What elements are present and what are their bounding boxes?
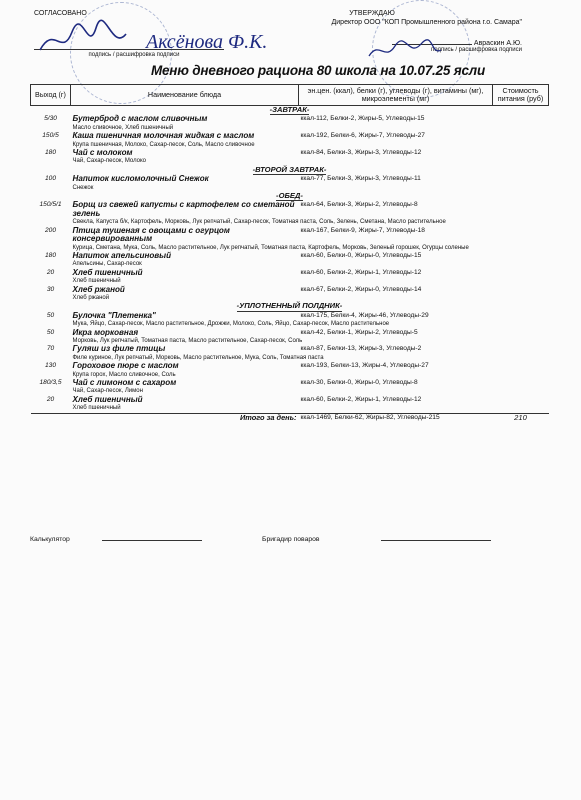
- menu-table: [30, 84, 549, 422]
- dish-output: 200: [44, 226, 56, 234]
- dish-nutrition: ккал-192, Белки-6, Жиры-7, Углеводы-27: [300, 132, 425, 140]
- dish-output: 20: [46, 268, 55, 276]
- dish-name: Чай с молоком: [72, 148, 133, 158]
- dish-name: Напиток апельсиновый: [72, 250, 172, 260]
- footer-chef: [262, 536, 491, 543]
- dish-name: Хлеб пшеничный: [72, 394, 143, 404]
- col-nutrition-header: эн.цен. (ккал), белки (г), углеводы (г), витамины (мг), микроэлементы (мг): [299, 85, 493, 106]
- dish-nutrition: ккал-42, Белки-1, Жиры-2, Углеводы-5: [300, 328, 418, 336]
- table-row: [31, 269, 549, 277]
- dish-ingredients: Апельсины, Сахар-песок: [72, 261, 142, 268]
- dish-price: [493, 345, 549, 353]
- dish-price: [493, 379, 549, 387]
- dish-output: 180: [44, 149, 56, 157]
- table-row: [31, 227, 549, 244]
- dish-ingredients: Мука, Яйцо, Сахар-песок, Масло растительное, Дрожжи, Молоко, Соль, Яйцо, Сахар-песок, Масло растительное: [72, 321, 390, 328]
- section-title: -ОБЕД-: [276, 191, 303, 201]
- dish-price: [493, 269, 549, 277]
- footer-calculator: [30, 536, 202, 543]
- dish-name: Напиток кисломолочный Снежок: [72, 174, 209, 184]
- dish-nutrition: ккал-64, Белки-3, Жиры-2, Углеводы-8: [300, 201, 418, 209]
- table-row: [31, 345, 549, 353]
- table-row: [31, 201, 549, 218]
- dish-output: 100: [44, 175, 56, 183]
- approve-title: УТВЕРЖДАЮ: [349, 10, 395, 17]
- dish-price: [493, 312, 549, 320]
- dish-ingredients: Крупа пшеничная, Молоко, Сахар-песок, Соль, Масло сливочное: [72, 141, 255, 148]
- dish-nutrition: ккал-67, Белки-2, Жиры-0, Углеводы-14: [300, 285, 422, 293]
- dish-name: Гороховое пюре с маслом: [72, 361, 179, 371]
- dish-name: Икра морковная: [72, 327, 139, 337]
- dish-nutrition: ккал-30, Белки-0, Жиры-0, Углеводы-8: [300, 379, 418, 386]
- dish-ingredients: Масло сливочное, Хлеб пшеничный: [72, 124, 174, 131]
- table-row: [31, 329, 549, 337]
- total-price: 210: [493, 413, 549, 422]
- table-row: [31, 175, 549, 183]
- col-output-header: Выход (г): [31, 85, 71, 106]
- approve-position: Директор ООО "КОП Промышленного района г.о. Самара": [331, 19, 522, 26]
- page-title: Меню дневного рациона 80 школа на 10.07.25 ясли: [150, 63, 486, 78]
- approval-caption: подпись / расшифровка подписи: [88, 52, 180, 58]
- table-row: [31, 149, 549, 157]
- total-nutrition: ккал-1469, Белки-62, Жиры-82, Углеводы-215: [299, 413, 493, 422]
- table-row: [31, 252, 549, 260]
- dish-output: 150/5/1: [39, 201, 62, 209]
- table-row: [31, 286, 549, 294]
- dish-nutrition: ккал-175, Белки-4, Жиры-46, Углеводы-29: [300, 311, 429, 319]
- dish-ingredients: Чай, Сахар-песок, Лимон: [72, 388, 143, 395]
- dish-price: [493, 132, 549, 140]
- dish-price: [493, 396, 549, 404]
- dish-ingredients: Хлеб пшеничный: [72, 278, 121, 285]
- approval-signature-text: Аксёнова Ф.К.: [146, 31, 268, 53]
- dish-name: Булочка "Плетенка": [72, 310, 156, 320]
- total-row: [31, 413, 549, 422]
- table-row: [31, 115, 549, 123]
- dish-price: [493, 286, 549, 294]
- dish-output: 30: [46, 285, 55, 293]
- section-title: -ВТОРОЙ ЗАВТРАК-: [252, 164, 327, 174]
- calculator-label: Калькулятор: [30, 536, 70, 543]
- table-row: [31, 132, 549, 140]
- dish-price: [493, 175, 549, 183]
- dish-nutrition: ккал-112, Белки-2, Жиры-5, Углеводы-15: [300, 115, 425, 123]
- dish-name: Бутерброд с маслом сливочным: [72, 114, 208, 124]
- approval-signature: [36, 18, 296, 62]
- dish-name: Хлеб ржаной: [72, 284, 125, 294]
- col-price-header: Стоимость питания (руб): [493, 85, 549, 106]
- approve-caption: подпись / расшифровка подписи: [431, 47, 522, 53]
- dish-price: [493, 201, 549, 218]
- dish-output: 50: [46, 311, 55, 319]
- dish-output: 50: [46, 328, 55, 336]
- dish-output: 130: [44, 362, 56, 370]
- dish-price: [493, 329, 549, 337]
- dish-nutrition: ккал-60, Белки-2, Жиры-1, Углеводы-12: [300, 268, 422, 276]
- dish-name: Чай с лимоном с сахаром: [72, 378, 177, 387]
- table-row: [31, 396, 549, 404]
- dish-nutrition: ккал-77, Белки-3, Жиры-3, Углеводы-11: [300, 175, 421, 183]
- dish-ingredients: Снежок: [72, 184, 94, 191]
- section-title: -УПЛОТНЕННЫЙ ПОЛДНИК-: [236, 301, 343, 311]
- dish-ingredients: Хлеб ржаной: [72, 294, 110, 301]
- dish-output: 5/30: [44, 115, 57, 123]
- dish-name: Птица тушеная с овощами с огурцом консервированным: [72, 225, 230, 244]
- ingredients-row: [31, 404, 549, 413]
- dish-price: [493, 252, 549, 260]
- approve-name: Авраскин А.Ю.: [473, 40, 522, 47]
- table-row: [31, 312, 549, 320]
- dish-ingredients: Филе куриное, Лук репчатый, Морковь, Масло растительное, Мука, Соль, Томатная паста: [72, 354, 324, 361]
- dish-nutrition: ккал-60, Белки-0, Жиры-0, Углеводы-15: [300, 251, 422, 259]
- dish-output: 70: [46, 345, 55, 353]
- table-row: [31, 379, 549, 387]
- dish-output: 150/5: [42, 132, 59, 140]
- dish-nutrition: ккал-87, Белки-13, Жиры-3, Углеводы-2: [300, 345, 422, 353]
- chef-label: Бригадир поваров: [262, 536, 320, 543]
- dish-nutrition: ккал-167, Белки-9, Жиры-7, Углеводы-18: [300, 226, 425, 234]
- total-label: Итого за день:: [71, 413, 299, 422]
- dish-nutrition: ккал-193, Белки-13, Жиры-4, Углеводы-27: [300, 362, 429, 370]
- dish-ingredients: Морковь, Лук репчатый, Томатная паста, Масло растительное, Сахар-песок, Соль: [72, 337, 303, 344]
- dish-ingredients: Хлеб пшеничный: [72, 405, 121, 412]
- dish-output: 20: [46, 395, 55, 403]
- table-row: [31, 362, 549, 370]
- table-header: [31, 85, 549, 106]
- dish-name: Каша пшеничная молочная жидкая с маслом: [72, 131, 255, 141]
- menu-body: [31, 106, 549, 423]
- dish-nutrition: ккал-60, Белки-2, Жиры-1, Углеводы-12: [300, 395, 422, 403]
- dish-output: 180: [44, 251, 56, 259]
- dish-ingredients: Курица, Сметана, Мука, Соль, Масло растительное, Лук репчатый, Томатная паста, Картофель, Морковь, Зеленый горошек, Огурцы соленые: [72, 244, 469, 251]
- section-title: -ЗАВТРАК-: [269, 105, 310, 114]
- dish-name: Борщ из свежей капусты с картофелем со сметаной зелень: [72, 200, 295, 218]
- dish-price: [493, 115, 549, 123]
- dish-price: [493, 227, 549, 244]
- dish-ingredients: Чай, Сахар-песок, Молоко: [72, 158, 147, 165]
- dish-price: [493, 362, 549, 370]
- dish-ingredients: Крупа горох, Масло сливочное, Соль: [72, 371, 176, 378]
- approval-title: СОГЛАСОВАНО: [34, 10, 87, 17]
- dish-name: Гуляш из филе птицы: [72, 344, 166, 354]
- dish-price: [493, 149, 549, 157]
- col-name-header: Наименование блюда: [71, 85, 299, 106]
- dish-nutrition: ккал-84, Белки-3, Жиры-3, Углеводы-12: [300, 149, 422, 157]
- dish-output: 180/3,5: [39, 379, 62, 386]
- dish-name: Хлеб пшеничный: [72, 267, 143, 277]
- dish-ingredients: Свекла, Капуста б/к, Картофель, Морковь, Лук репчатый, Сахар-песок, Томатная паста, Соль, Зелень, Сметана, Масло растительное: [72, 219, 446, 226]
- approve-signature: [365, 36, 445, 66]
